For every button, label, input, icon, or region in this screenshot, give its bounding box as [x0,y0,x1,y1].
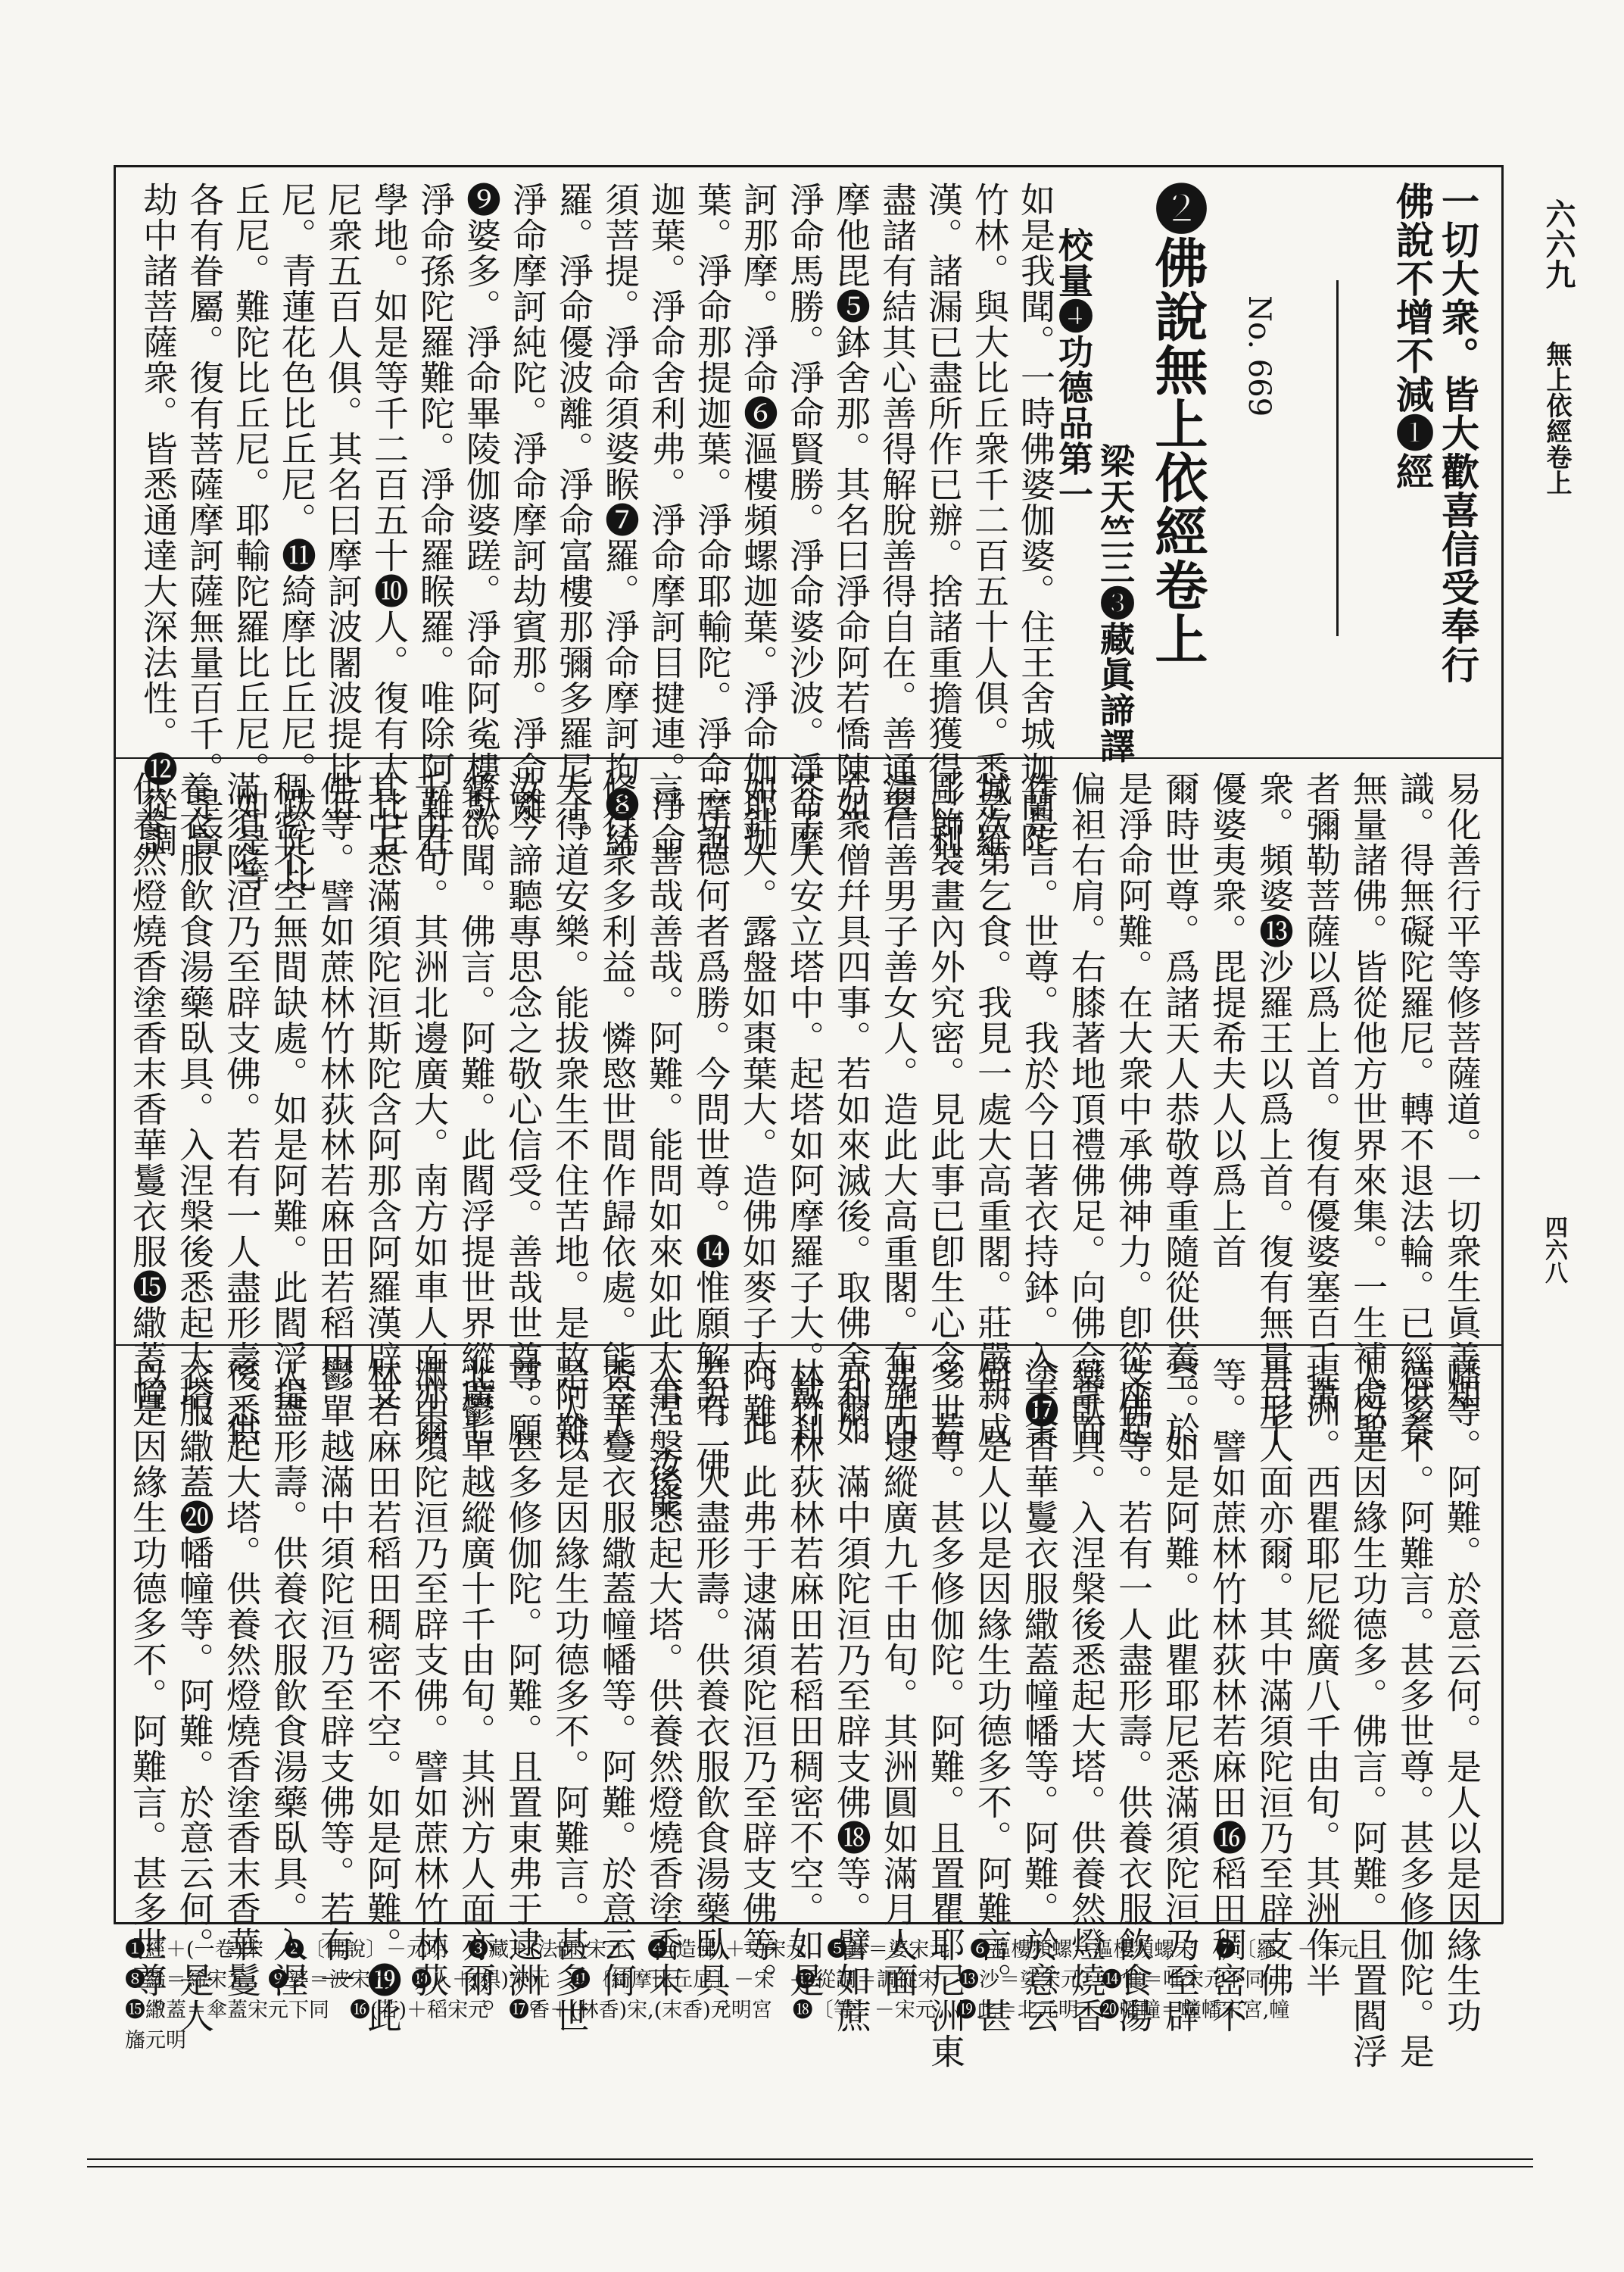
s2-line: 偏袒右肩。右膝著地頂禮佛足。向佛合掌而 [1066,771,1107,1447]
s1-line: 各有眷屬。復有菩薩摩訶薩無量百千。是賢 [184,182,225,858]
s1-line: 須菩提。淨命須婆睺❼羅。淨命摩訶拘❽絺 [600,182,641,858]
s1-line: 漢。諸漏已盡所作已辦。捨諸重擔獲得己利。 [923,182,964,894]
s3-line: 香華鬘衣服繖蓋幢幡等。阿難。於意云何 [597,1357,637,1998]
s2-line: 天得道安樂。能拔衆生不住苦地。是故阿難。 [550,771,591,1483]
s1-line: 盡諸有結其心善得解脫善得自在。善通奢 [877,182,918,822]
s3-line: 後悉起大塔。供養然燈燒香塗香末香華鬘 [221,1357,262,1998]
s2-line: 淸信善男子善女人。造此大高重閣。布施四 [878,771,919,1447]
s2-line: 識。得無礙陀羅尼。轉不退法輪。已經供養 [1395,771,1435,1447]
s3-line: 阿難。此弗于逮滿須陀洹乃至辟支佛等。 [737,1357,778,1998]
sutra-number: No. 669 [1242,295,1276,417]
s3-line: 以是因緣生功德多不。阿難言。甚多世尊。 [127,1357,168,2033]
s2-line: 二功德何者爲勝。今問世尊。⓮惟願解說。佛 [690,771,731,1483]
s1-line: 尼。青蓮花色比丘尼。⓫綺摩比丘尼。跋陀比 [276,182,317,894]
s1-line: 淨命摩訶純陀。淨命摩訶劫賓那。淨命離 [507,182,548,822]
s3-line: 鬱單越滿中須陀洹乃至辟支佛等。若有一 [315,1357,356,1998]
s1-line: 竹林。與大比丘衆千二百五十人俱。悉是羅 [969,182,1010,858]
s1-line: 葉。淨命那提迦葉。淨命耶輸陀。淨命摩訶 [692,182,733,858]
s1-line: 學地。如是等千二百五十❿人。復有大比丘 [369,182,410,858]
s2-line: 千由旬。其洲北邊廣大。南方如車人面亦爾。 [409,771,450,1483]
chapter-heading: 校量❹功德品第一 [1053,227,1094,512]
s3-line: 多世尊。甚多修伽陀。阿難。且置瞿耶尼洲東 [925,1357,966,2069]
s3-line: 亦爾。滿中須陀洹乃至辟支佛⓲等。譬如蔗 [831,1357,872,2033]
s2-line: 如針大。露盤如棗葉大。造佛如麥子大。此 [737,771,778,1447]
footnote-line: ❶經＋(一卷)宋 ❷〔佛說〕－元明 ❸藏＋(法師)宋元 ❹(造佛)＋功宋元 ❺鉢＝婆宋元 ❻漚樓頻螺＝漚樓頻螺宋 ❼〔羅〕－宋元 [125,1938,1359,1961]
page-bottom-rule-2 [87,2166,1533,2167]
footnote-line: 旛元明 [125,2029,186,2052]
s3-line: 幡等。阿難。於意云何。是人以是因緣生功 [1442,1357,1482,2033]
s1-line: ❾婆多。淨命畢陵伽婆蹉。淨命阿㝹樓馱。 [461,182,502,858]
margin-mark: 四六八 [1541,1216,1567,1284]
s3-line: 支佛等。若有一人盡形壽。供養衣服飮食湯 [1113,1357,1154,2033]
s3-line: 等。譬如蔗林竹林荻林若麻田⓰稻田稠密不 [1207,1357,1248,2033]
s3-line: 德多不。阿難言。甚多世尊。甚多修伽陀。是 [1395,1357,1435,2069]
s2-line: 者彌勒菩薩以爲上首。復有優婆塞百千萬 [1301,771,1342,1412]
s2-line: 滿須陀洹乃至辟支佛。若有一人盡形壽。供 [221,771,262,1447]
sutra-title: ❷佛說無上依經卷上 [1146,182,1209,666]
s2-line: 言。善哉善哉。阿難。能問如來如此大事。汝能 [644,771,684,1518]
s1-line: 羅。淨命優波離。淨命富樓那彌多羅尼子。 [553,182,594,858]
s1-line: 迦葉。淨命舍利弗。淨命摩訶目揵連。淨命 [646,182,687,858]
frame-right-rule [1501,165,1504,1924]
s2-line: 城次第乞食。我見一處大高重閣。莊嚴新成 [972,771,1013,1447]
translator-line: 梁天竺三❸藏眞諦譯 [1095,443,1136,763]
s1-line: 尼衆五百人俱。其名曰摩訶波闍波提比丘 [323,182,363,822]
s2-line: 彫飾裝畫內外究密。見此事已卽生心念。若 [925,771,966,1447]
s2-line: 無量諸佛。皆從他方世界來集。一生補處聖 [1348,771,1389,1447]
s2-line: 爾時世尊。爲諸天人恭敬尊重隨從供養。於 [1160,771,1201,1447]
s2-line: 其中悉滿須陀洹斯陀含阿那含阿羅漢辟支 [362,771,403,1412]
s3-line: 是人以是因緣生功德多不。阿難言。甚多世 [550,1357,591,2033]
s3-line: 滿中須陀洹乃至辟支佛。譬如蔗林竹林荻 [409,1357,450,1998]
s3-line: 空。如是阿難。此瞿耶尼悉滿須陀洹乃至辟 [1160,1357,1201,2033]
s3-line: 人以是因緣生功德多。佛言。阿難。且置閻浮 [1348,1357,1389,2069]
s2-line: 稠密不空無間缺處。如是阿難。此閻浮提 [268,771,309,1412]
footnotes [125,1935,1567,2056]
s2-line: 佛等。譬如蔗林竹林荻林若麻田若稻田。 [315,771,356,1412]
prev-sutra-line-1: 一切大衆。皆大歡喜信受奉行 [1435,182,1480,684]
s3-line: 入涅槃後悉起大塔。供養然燈燒香塗香末 [644,1357,684,1998]
frame-left-rule [114,165,116,1924]
running-title: 無上依經卷上 [1541,341,1572,495]
s3-line: 提洲。西瞿耶尼縱廣八千由旬。其洲作半 [1301,1357,1342,1998]
s2-line: 芥子大安立塔中。起塔如阿摩羅子大。戴剎 [784,771,825,1447]
s3-line: 弗于逮縱廣九千由旬。其洲圓如滿月人面 [878,1357,919,1998]
s3-line: 人盡形壽。供養衣服飮食湯藥臥具。入涅 [268,1357,309,1998]
s2-line: 衆。頻婆⓭沙羅王以爲上首。復有無量百千 [1254,771,1295,1447]
s1-line: 訶那摩。淨命❻漚樓頻螺迦葉。淨命伽耶迦 [738,182,779,858]
s3-line: 尊。甚多修伽陀。阿難。且置東弗于逮洲。 [503,1357,544,2033]
footnote-line: ❽絺＝絺宋元 ❾婆＝波宋元 ❿人＋(俱)宋元 ⓫〔綺摩比丘尼〕－宋 ⓬從調＝調從宋 ⓭沙＝娑宋元 ⓮惟＝唯宋元下同 [125,1968,1266,1992]
s1-line: 淨命孫陀羅難陀。淨命羅睺羅。唯除阿難在 [415,182,456,858]
s3-line: 衣服繖蓋⓴幡幢等。阿難。於意云何。是人 [174,1357,215,2033]
s3-line: 月形人面亦爾。其中滿須陀洹乃至辟支佛 [1254,1357,1295,1998]
title-separator-rule [1336,280,1339,636]
footnote-line: ⓯繖蓋＝傘蓋宋元下同 ⓰(若)＋稻宋元 ⓱香＋(林香)宋,(末香)元明宮 ⓲〔等〕－宋元 ⓳此＝北元明 ⓴幡幢＝幢幡宋宮,幢 [125,1999,1290,2022]
frame-top-rule [114,165,1503,167]
s3-line: 北鬱單越縱廣十千由旬。其洲方人面亦爾。 [456,1357,497,2033]
s3-line: 林若麻田若稻田稠密不空。如是阿難。⓳此 [362,1357,403,2033]
s3-line: 塗⓱香華鬘衣服繖蓋幢幡等。阿難。於意云 [1019,1357,1060,2033]
s1-line: 摩他毘❺鉢舍那。其名曰淨命阿若憍陳如。 [831,182,871,858]
s3-line: 林竹林荻林若麻田若稻田稠密不空。如是 [784,1357,825,1998]
s3-line: 若有一人盡形壽。供養衣服飮食湯藥臥具。 [690,1357,731,2033]
prev-sutra-line-2: 佛說不增不減❶經 [1390,182,1435,491]
s1-line: 如是我聞。一時佛婆伽婆。住王舍城迦蘭陀 [1015,182,1056,858]
s2-line: 養衣服飮食湯藥臥具。入涅槃後悉起大塔。 [174,771,215,1447]
s2-line: 優婆夷衆。毘提希夫人以爲上首 [1207,771,1248,1269]
s1-line: 淨命馬勝。淨命賢勝。淨命婆沙波。淨命摩 [784,182,825,858]
s2-line: 是淨命阿難。在大衆中承佛神力。卽從座起 [1113,771,1154,1447]
s2-line: 樂欲聞。佛言。阿難。此閻浮提世界縱廣七 [456,771,497,1447]
s2-line: 易化善行平等修菩薩道。一切衆生眞善知 [1442,771,1482,1412]
s1-line: 劫中諸菩薩衆。皆悉通達大深法性。⓬從調 [138,182,179,858]
s1-line: 丘尼。難陀比丘尼。耶輸陀羅比丘尼。如是等 [230,182,271,894]
s3-line: 何。是人以是因緣生功德多不。阿難言。甚 [972,1357,1013,2033]
s2-line: 作是言。世尊。我於今日著衣持鉢。入王舍 [1019,771,1060,1447]
page-number: 六六九 [1541,198,1576,289]
s2-line: 方衆僧幷具四事。若如來滅後。取佛舍利如 [831,771,872,1447]
s3-line: 藥臥具。入涅槃後悉起大塔。供養然燈燒香 [1066,1357,1107,2033]
s2-line: 修行衆多利益。憐愍世間作歸依處。能令人 [597,771,637,1447]
page-bottom-rule-1 [87,2158,1533,2160]
s2-line: 汝今諦聽專思念之敬心信受。善哉世尊。願 [503,771,544,1447]
s2-line: 供養然燈燒香塗香末香華鬘衣服⓯繖蓋幢 [127,771,168,1412]
